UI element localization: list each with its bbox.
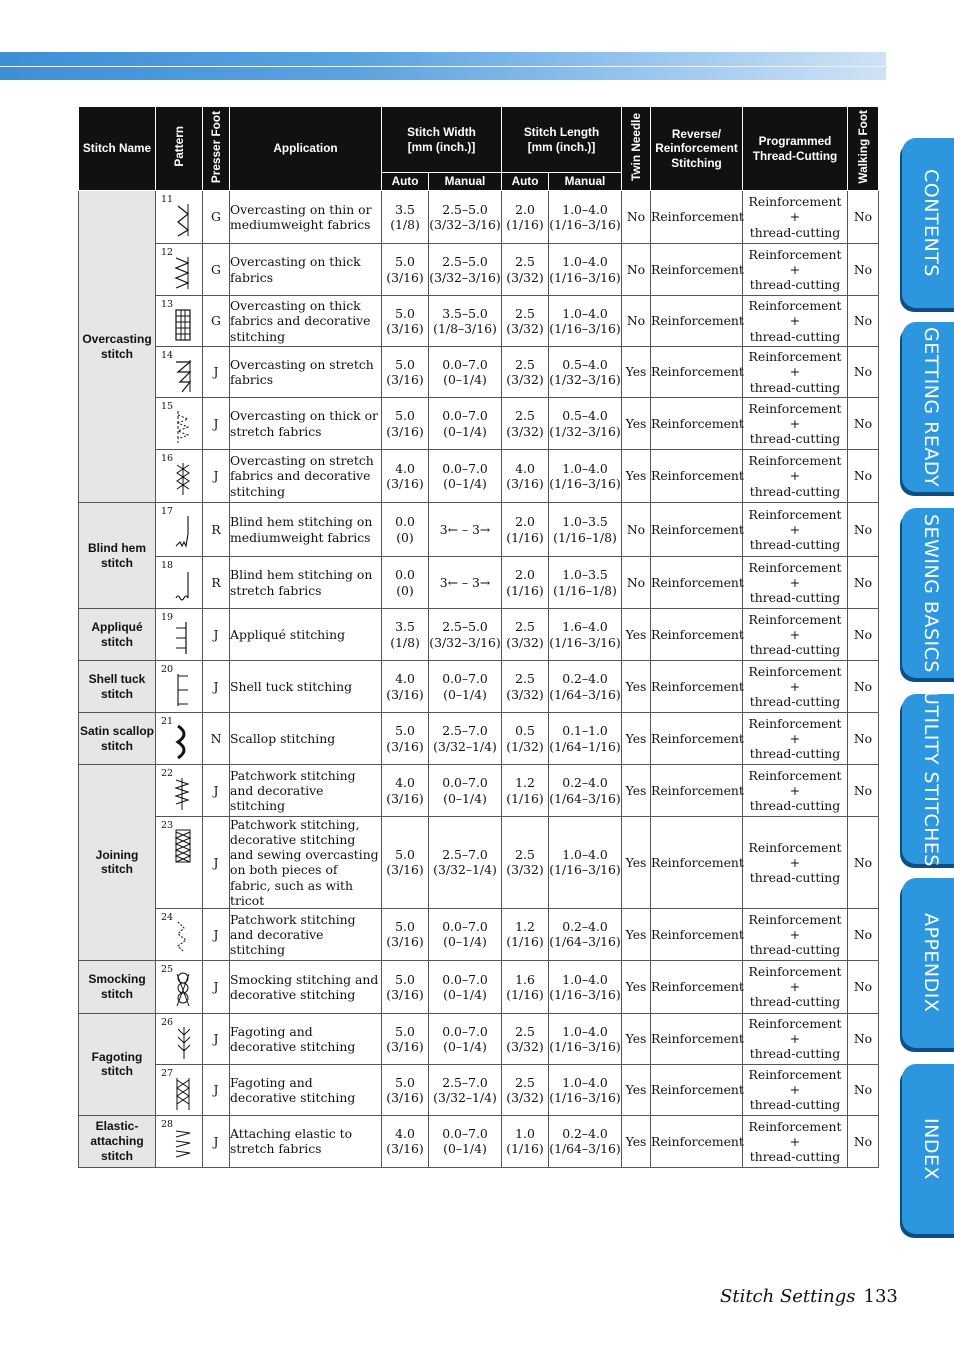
length-manual: 0.5–4.0 (1/32–3/16) xyxy=(549,398,622,450)
table-row xyxy=(79,661,879,713)
stitch-group-name: Fagoting stitch xyxy=(79,1013,156,1115)
reverse-reinforcement: Reinforcement xyxy=(651,765,743,817)
table-row xyxy=(79,398,879,450)
pattern-number: 19 xyxy=(161,612,174,623)
width-manual: 3← – 3→ xyxy=(429,503,502,557)
programmed-thread-cutting: Reinforcement + thread-cutting xyxy=(743,1064,848,1115)
table-row xyxy=(79,244,879,296)
table-row xyxy=(79,1064,879,1115)
reverse-reinforcement: Reinforcement xyxy=(651,1064,743,1115)
header-width-manual: Manual xyxy=(429,173,502,191)
reverse-reinforcement: Reinforcement xyxy=(651,244,743,296)
width-auto: 5.0 (3/16) xyxy=(382,347,429,398)
reverse-reinforcement: Reinforcement xyxy=(651,398,743,450)
stitch-pattern-icon xyxy=(173,253,193,293)
table-row xyxy=(79,450,879,503)
programmed-thread-cutting: Reinforcement + thread-cutting xyxy=(743,347,848,398)
tab-label: INDEX xyxy=(920,1118,942,1180)
walking-foot: No xyxy=(848,244,879,296)
programmed-thread-cutting: Reinforcement + thread-cutting xyxy=(743,908,848,960)
stitch-pattern-icon xyxy=(173,356,193,396)
stitch-group-name: Appliqué stitch xyxy=(79,609,156,661)
table-row xyxy=(79,503,879,557)
pattern-number: 27 xyxy=(161,1067,174,1079)
reverse-reinforcement: Reinforcement xyxy=(651,503,743,557)
width-auto: 5.0 (3/16) xyxy=(382,960,429,1013)
application-text: Overcasting on thick or stretch fabrics xyxy=(230,398,382,450)
table-row xyxy=(79,960,879,1013)
length-auto: 1.2 (1/16) xyxy=(502,908,549,960)
walking-foot: No xyxy=(848,1013,879,1064)
application-text: Blind hem stitching on mediumweight fabrics xyxy=(230,503,382,557)
application-text: Overcasting on thin or mediumweight fabrics xyxy=(230,191,382,244)
programmed-thread-cutting: Reinforcement + thread-cutting xyxy=(743,609,848,661)
walking-foot: No xyxy=(848,817,879,909)
table-row xyxy=(79,765,879,817)
table-row xyxy=(79,713,879,765)
programmed-thread-cutting: Reinforcement + thread-cutting xyxy=(743,296,848,347)
tab-sewing-basics[interactable] xyxy=(902,508,954,678)
reverse-reinforcement: Reinforcement xyxy=(651,713,743,765)
pattern-cell xyxy=(156,765,203,817)
presser-foot: J xyxy=(203,347,230,398)
tab-label: APPENDIX xyxy=(920,913,942,1013)
length-manual: 1.0–4.0 (1/16–3/16) xyxy=(549,1064,622,1115)
length-manual: 1.0–4.0 (1/16–3/16) xyxy=(549,817,622,909)
programmed-thread-cutting: Reinforcement + thread-cutting xyxy=(743,557,848,609)
tab-label: CONTENTS xyxy=(920,169,942,277)
header-stitch-length: Stitch Length [mm (inch.)] xyxy=(502,107,622,173)
presser-foot: N xyxy=(203,713,230,765)
walking-foot: No xyxy=(848,765,879,817)
programmed-thread-cutting: Reinforcement + thread-cutting xyxy=(743,817,848,909)
application-text: Patchwork stitching and decorative stitching xyxy=(230,908,382,960)
twin-needle: Yes xyxy=(622,450,651,503)
width-manual: 0.0–7.0 (0–1/4) xyxy=(429,1013,502,1064)
length-manual: 0.2–4.0 (1/64–3/16) xyxy=(549,765,622,817)
pattern-cell xyxy=(156,713,203,765)
width-auto: 4.0 (3/16) xyxy=(382,1115,429,1167)
reverse-reinforcement: Reinforcement xyxy=(651,817,743,909)
reverse-reinforcement: Reinforcement xyxy=(651,1115,743,1167)
reverse-reinforcement: Reinforcement xyxy=(651,347,743,398)
width-manual: 2.5–7.0 (3/32–1/4) xyxy=(429,713,502,765)
length-auto: 2.0 (1/16) xyxy=(502,503,549,557)
walking-foot: No xyxy=(848,450,879,503)
programmed-thread-cutting: Reinforcement + thread-cutting xyxy=(743,713,848,765)
stitch-pattern-icon xyxy=(173,459,193,499)
reverse-reinforcement: Reinforcement xyxy=(651,960,743,1013)
tab-appendix[interactable] xyxy=(902,878,954,1048)
tab-getting-ready[interactable] xyxy=(902,322,954,492)
table-row xyxy=(79,817,879,909)
length-auto: 1.0 (1/16) xyxy=(502,1115,549,1167)
pattern-number: 22 xyxy=(161,768,174,779)
stitch-pattern-icon xyxy=(173,512,193,552)
header-length-auto: Auto xyxy=(502,173,549,191)
walking-foot: No xyxy=(848,609,879,661)
length-manual: 1.0–4.0 (1/16–3/16) xyxy=(549,191,622,244)
pattern-cell xyxy=(156,609,203,661)
presser-foot: G xyxy=(203,244,230,296)
header-width-auto: Auto xyxy=(382,173,429,191)
length-manual: 0.2–4.0 (1/64–3/16) xyxy=(549,908,622,960)
programmed-thread-cutting: Reinforcement + thread-cutting xyxy=(743,450,848,503)
stitch-pattern-icon xyxy=(173,970,193,1010)
programmed-thread-cutting: Reinforcement + thread-cutting xyxy=(743,503,848,557)
twin-needle: No xyxy=(622,557,651,609)
twin-needle: Yes xyxy=(622,713,651,765)
width-manual: 2.5–5.0 (3/32–3/16) xyxy=(429,244,502,296)
width-auto: 0.0 (0) xyxy=(382,503,429,557)
stitch-group-name: Shell tuck stitch xyxy=(79,661,156,713)
length-auto: 2.0 (1/16) xyxy=(502,557,549,609)
header-stitch-width: Stitch Width [mm (inch.)] xyxy=(382,107,502,173)
page-footer xyxy=(720,1286,898,1307)
application-text: Scallop stitching xyxy=(230,713,382,765)
stitch-group-name: Satin scallop stitch xyxy=(79,713,156,765)
length-auto: 2.5 (3/32) xyxy=(502,244,549,296)
programmed-thread-cutting: Reinforcement + thread-cutting xyxy=(743,1115,848,1167)
width-auto: 5.0 (3/16) xyxy=(382,817,429,909)
pattern-number: 17 xyxy=(161,506,174,517)
pattern-number: 25 xyxy=(161,963,174,975)
tab-index[interactable] xyxy=(902,1064,954,1234)
table-row xyxy=(79,557,879,609)
header-application: Application xyxy=(230,107,382,191)
width-auto: 5.0 (3/16) xyxy=(382,1013,429,1064)
application-text: Attaching elastic to stretch fabrics xyxy=(230,1115,382,1167)
twin-needle: Yes xyxy=(622,347,651,398)
twin-needle: Yes xyxy=(622,1013,651,1064)
pattern-number: 26 xyxy=(161,1016,174,1028)
walking-foot: No xyxy=(848,960,879,1013)
pattern-cell xyxy=(156,1013,203,1064)
width-manual: 0.0–7.0 (0–1/4) xyxy=(429,347,502,398)
length-auto: 2.5 (3/32) xyxy=(502,398,549,450)
stitch-pattern-icon xyxy=(173,407,193,447)
width-manual: 0.0–7.0 (0–1/4) xyxy=(429,1115,502,1167)
twin-needle: Yes xyxy=(622,817,651,909)
length-manual: 1.0–4.0 (1/16–3/16) xyxy=(549,244,622,296)
stitch-settings-table xyxy=(78,106,879,1168)
width-auto: 5.0 (3/16) xyxy=(382,908,429,960)
twin-needle: No xyxy=(622,244,651,296)
presser-foot: R xyxy=(203,557,230,609)
twin-needle: No xyxy=(622,191,651,244)
walking-foot: No xyxy=(848,398,879,450)
table-row xyxy=(79,1013,879,1064)
pattern-number: 24 xyxy=(161,911,174,923)
length-auto: 2.5 (3/32) xyxy=(502,296,549,347)
reverse-reinforcement: Reinforcement xyxy=(651,296,743,347)
walking-foot: No xyxy=(848,1115,879,1167)
length-auto: 2.0 (1/16) xyxy=(502,191,549,244)
pattern-number: 18 xyxy=(161,560,174,571)
pattern-number: 14 xyxy=(161,350,174,361)
length-auto: 4.0 (3/16) xyxy=(502,450,549,503)
pattern-cell xyxy=(156,1115,203,1167)
stitch-group-name: Elastic- attaching stitch xyxy=(79,1115,156,1167)
tab-contents[interactable] xyxy=(902,138,954,308)
walking-foot: No xyxy=(848,347,879,398)
footer-section-title: Stitch Settings xyxy=(720,1286,856,1307)
pattern-cell xyxy=(156,347,203,398)
pattern-cell xyxy=(156,817,203,909)
presser-foot: J xyxy=(203,817,230,909)
width-auto: 5.0 (3/16) xyxy=(382,296,429,347)
width-manual: 0.0–7.0 (0–1/4) xyxy=(429,765,502,817)
application-text: Overcasting on thick fabrics xyxy=(230,244,382,296)
width-manual: 0.0–7.0 (0–1/4) xyxy=(429,398,502,450)
length-manual: 1.0–4.0 (1/16–3/16) xyxy=(549,296,622,347)
length-manual: 0.5–4.0 (1/32–3/16) xyxy=(549,347,622,398)
width-manual: 2.5–7.0 (3/32–1/4) xyxy=(429,817,502,909)
length-auto: 2.5 (3/32) xyxy=(502,1013,549,1064)
pattern-number: 13 xyxy=(161,299,174,310)
pattern-cell xyxy=(156,503,203,557)
stitch-pattern-icon xyxy=(173,566,193,606)
programmed-thread-cutting: Reinforcement + thread-cutting xyxy=(743,398,848,450)
width-manual: 0.0–7.0 (0–1/4) xyxy=(429,450,502,503)
application-text: Appliqué stitching xyxy=(230,609,382,661)
application-text: Patchwork stitching, decorative stitching and sewing overcasting on both pieces of fabric, such as with tricot xyxy=(230,817,382,909)
pattern-cell xyxy=(156,191,203,244)
stitch-pattern-icon xyxy=(173,618,193,658)
width-auto: 4.0 (3/16) xyxy=(382,450,429,503)
length-auto: 2.5 (3/32) xyxy=(502,661,549,713)
width-auto: 3.5 (1/8) xyxy=(382,609,429,661)
presser-foot: J xyxy=(203,765,230,817)
header-walking-foot: Walking Foot xyxy=(848,107,879,191)
table-row xyxy=(79,908,879,960)
tab-label: UTILITY STITCHES xyxy=(920,691,942,867)
programmed-thread-cutting: Reinforcement + thread-cutting xyxy=(743,765,848,817)
presser-foot: R xyxy=(203,503,230,557)
pattern-number: 23 xyxy=(161,820,174,831)
twin-needle: Yes xyxy=(622,609,651,661)
length-auto: 0.5 (1/32) xyxy=(502,713,549,765)
header-stitch-name: Stitch Name xyxy=(79,107,156,191)
width-manual: 0.0–7.0 (0–1/4) xyxy=(429,960,502,1013)
pattern-number: 21 xyxy=(161,716,174,727)
length-auto: 2.5 (3/32) xyxy=(502,347,549,398)
table-row xyxy=(79,191,879,244)
header-twin-needle: Twin Needle xyxy=(622,107,651,191)
header-presser-foot: Presser Foot xyxy=(203,107,230,191)
application-text: Fagoting and decorative stitching xyxy=(230,1064,382,1115)
stitch-pattern-icon xyxy=(173,774,193,814)
reverse-reinforcement: Reinforcement xyxy=(651,191,743,244)
width-auto: 5.0 (3/16) xyxy=(382,398,429,450)
width-manual: 0.0–7.0 (0–1/4) xyxy=(429,661,502,713)
pattern-cell xyxy=(156,244,203,296)
stitch-pattern-icon xyxy=(173,722,193,762)
reverse-reinforcement: Reinforcement xyxy=(651,661,743,713)
presser-foot: J xyxy=(203,908,230,960)
length-manual: 0.1–1.0 (1/64–1/16) xyxy=(549,713,622,765)
stitch-pattern-icon xyxy=(173,826,193,866)
twin-needle: Yes xyxy=(622,661,651,713)
tab-label: SEWING BASICS xyxy=(920,513,942,673)
walking-foot: No xyxy=(848,1064,879,1115)
width-auto: 5.0 (3/16) xyxy=(382,713,429,765)
reverse-reinforcement: Reinforcement xyxy=(651,1013,743,1064)
reverse-reinforcement: Reinforcement xyxy=(651,609,743,661)
presser-foot: J xyxy=(203,1064,230,1115)
walking-foot: No xyxy=(848,661,879,713)
tab-utility-stitches[interactable] xyxy=(902,691,954,867)
walking-foot: No xyxy=(848,191,879,244)
width-manual: 2.5–7.0 (3/32–1/4) xyxy=(429,1064,502,1115)
programmed-thread-cutting: Reinforcement + thread-cutting xyxy=(743,960,848,1013)
presser-foot: J xyxy=(203,1115,230,1167)
table-row xyxy=(79,1115,879,1167)
header-pattern: Pattern xyxy=(156,107,203,191)
length-auto: 1.6 (1/16) xyxy=(502,960,549,1013)
twin-needle: Yes xyxy=(622,765,651,817)
twin-needle: Yes xyxy=(622,960,651,1013)
pattern-cell xyxy=(156,661,203,713)
width-auto: 4.0 (3/16) xyxy=(382,661,429,713)
width-manual: 3← – 3→ xyxy=(429,557,502,609)
length-auto: 1.2 (1/16) xyxy=(502,765,549,817)
stitch-group-name: Blind hem stitch xyxy=(79,503,156,609)
width-auto: 0.0 (0) xyxy=(382,557,429,609)
application-text: Shell tuck stitching xyxy=(230,661,382,713)
length-manual: 0.2–4.0 (1/64–3/16) xyxy=(549,661,622,713)
application-text: Overcasting on stretch fabrics and decorative stitching xyxy=(230,450,382,503)
stitch-pattern-icon xyxy=(173,1074,193,1114)
presser-foot: J xyxy=(203,450,230,503)
table-row xyxy=(79,296,879,347)
stitch-pattern-icon xyxy=(173,1023,193,1063)
pattern-number: 28 xyxy=(161,1118,174,1130)
width-auto: 4.0 (3/16) xyxy=(382,765,429,817)
pattern-cell xyxy=(156,557,203,609)
table-row xyxy=(79,347,879,398)
length-manual: 1.0–4.0 (1/16–3/16) xyxy=(549,450,622,503)
walking-foot: No xyxy=(848,503,879,557)
header-reverse-reinforcement: Reverse/ Reinforcement Stitching xyxy=(651,107,743,191)
presser-foot: J xyxy=(203,398,230,450)
reverse-reinforcement: Reinforcement xyxy=(651,450,743,503)
twin-needle: Yes xyxy=(622,1064,651,1115)
length-manual: 1.6–4.0 (1/16–3/16) xyxy=(549,609,622,661)
pattern-number: 11 xyxy=(161,194,174,205)
programmed-thread-cutting: Reinforcement + thread-cutting xyxy=(743,191,848,244)
stitch-pattern-icon xyxy=(173,670,193,710)
length-manual: 1.0–3.5 (1/16–1/8) xyxy=(549,557,622,609)
presser-foot: J xyxy=(203,1013,230,1064)
width-auto: 3.5 (1/8) xyxy=(382,191,429,244)
length-manual: 1.0–3.5 (1/16–1/8) xyxy=(549,503,622,557)
table-row xyxy=(79,609,879,661)
pattern-cell xyxy=(156,450,203,503)
stitch-group-name: Joining stitch xyxy=(79,765,156,961)
application-text: Overcasting on stretch fabrics xyxy=(230,347,382,398)
twin-needle: Yes xyxy=(622,398,651,450)
pattern-number: 12 xyxy=(161,247,174,258)
presser-foot: J xyxy=(203,661,230,713)
pattern-cell xyxy=(156,1064,203,1115)
pattern-number: 15 xyxy=(161,401,174,412)
stitch-pattern-icon xyxy=(173,200,193,240)
length-manual: 1.0–4.0 (1/16–3/16) xyxy=(549,960,622,1013)
reverse-reinforcement: Reinforcement xyxy=(651,908,743,960)
pattern-cell xyxy=(156,960,203,1013)
top-decorative-band xyxy=(0,52,886,80)
length-auto: 2.5 (3/32) xyxy=(502,1064,549,1115)
application-text: Overcasting on thick fabrics and decorative stitching xyxy=(230,296,382,347)
walking-foot: No xyxy=(848,296,879,347)
twin-needle: No xyxy=(622,503,651,557)
stitch-pattern-icon xyxy=(173,1125,193,1165)
programmed-thread-cutting: Reinforcement + thread-cutting xyxy=(743,661,848,713)
presser-foot: J xyxy=(203,609,230,661)
length-auto: 2.5 (3/32) xyxy=(502,609,549,661)
programmed-thread-cutting: Reinforcement + thread-cutting xyxy=(743,244,848,296)
pattern-number: 16 xyxy=(161,453,174,464)
length-auto: 2.5 (3/32) xyxy=(502,817,549,909)
twin-needle: Yes xyxy=(622,1115,651,1167)
width-auto: 5.0 (3/16) xyxy=(382,1064,429,1115)
walking-foot: No xyxy=(848,713,879,765)
width-manual: 2.5–5.0 (3/32–3/16) xyxy=(429,191,502,244)
presser-foot: G xyxy=(203,191,230,244)
width-auto: 5.0 (3/16) xyxy=(382,244,429,296)
header-programmed-thread-cutting: Programmed Thread-Cutting xyxy=(743,107,848,191)
application-text: Blind hem stitching on stretch fabrics xyxy=(230,557,382,609)
length-manual: 0.2–4.0 (1/64–3/16) xyxy=(549,1115,622,1167)
width-manual: 2.5–5.0 (3/32–3/16) xyxy=(429,609,502,661)
stitch-group-name: Overcasting stitch xyxy=(79,191,156,503)
pattern-number: 20 xyxy=(161,664,174,675)
twin-needle: Yes xyxy=(622,908,651,960)
stitch-pattern-icon xyxy=(173,305,193,345)
twin-needle: No xyxy=(622,296,651,347)
header-length-manual: Manual xyxy=(549,173,622,191)
page-number: 133 xyxy=(863,1286,898,1307)
application-text: Fagoting and decorative stitching xyxy=(230,1013,382,1064)
walking-foot: No xyxy=(848,557,879,609)
tab-label: GETTING READY xyxy=(920,326,942,488)
stitch-group-name: Smocking stitch xyxy=(79,960,156,1013)
width-manual: 3.5–5.0 (1/8–3/16) xyxy=(429,296,502,347)
walking-foot: No xyxy=(848,908,879,960)
presser-foot: G xyxy=(203,296,230,347)
stitch-pattern-icon xyxy=(173,918,193,958)
application-text: Patchwork stitching and decorative stitching xyxy=(230,765,382,817)
length-manual: 1.0–4.0 (1/16–3/16) xyxy=(549,1013,622,1064)
programmed-thread-cutting: Reinforcement + thread-cutting xyxy=(743,1013,848,1064)
width-manual: 0.0–7.0 (0–1/4) xyxy=(429,908,502,960)
reverse-reinforcement: Reinforcement xyxy=(651,557,743,609)
pattern-cell xyxy=(156,908,203,960)
pattern-cell xyxy=(156,296,203,347)
pattern-cell xyxy=(156,398,203,450)
application-text: Smocking stitching and decorative stitching xyxy=(230,960,382,1013)
presser-foot: J xyxy=(203,960,230,1013)
